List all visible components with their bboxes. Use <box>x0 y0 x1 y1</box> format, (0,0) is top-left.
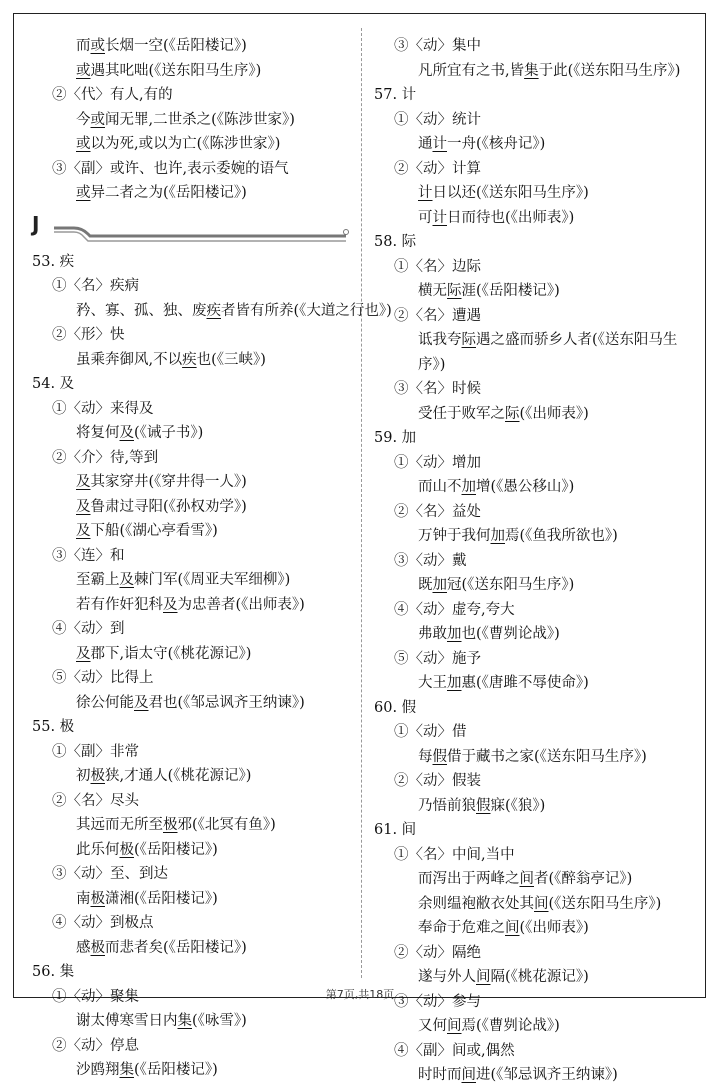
entry-heading: 56. 集 <box>32 964 75 980</box>
example-sentence: 将复何及(《诫子书》) <box>76 425 204 441</box>
example-sentence: 诋我夸际遇之盛而骄乡人者(《送东阳马生序》) <box>418 332 678 373</box>
sense-definition: ①〈动〉增加 <box>394 454 481 471</box>
entry-heading: 53. 疾 <box>32 253 75 270</box>
example-sentence: 又何间焉(《曹刿论战》) <box>418 1018 560 1034</box>
example-sentence: 虽乘奔御风,不以疾也(《三峡》) <box>76 351 266 368</box>
example-sentence: 感极而悲者矣(《岳阳楼记》) <box>76 939 247 956</box>
column-divider <box>361 28 362 978</box>
example-sentence: 今或闻无罪,二世杀之(《陈涉世家》) <box>76 111 295 128</box>
sense-definition: ①〈副〉非常 <box>52 743 139 760</box>
sense-definition: ②〈名〉遭遇 <box>394 307 481 324</box>
example-sentence: 可计日而待也(《出师表》) <box>418 209 575 226</box>
example-sentence: 谢太傅寒雪日内集(《咏雪》) <box>76 1013 247 1029</box>
underlined-keyword: 际 <box>505 405 520 422</box>
sense-definition: ②〈动〉计算 <box>394 160 481 177</box>
sense-definition: ②〈动〉隔绝 <box>394 944 481 961</box>
underlined-keyword: 集 <box>177 1013 192 1029</box>
underlined-keyword: 疾 <box>206 302 221 319</box>
example-sentence: 初极狭,才通人(《桃花源记》) <box>76 768 252 784</box>
underlined-keyword: 及 <box>76 523 91 539</box>
sense-definition: ②〈名〉益处 <box>394 503 481 520</box>
sense-definition: ①〈动〉借 <box>394 724 467 740</box>
underlined-keyword: 间 <box>447 1018 462 1034</box>
underlined-keyword: 计 <box>418 185 433 201</box>
example-sentence: 徐公何能及君也(《邹忌讽齐王纳谏》) <box>76 694 305 711</box>
example-sentence: 若有作奸犯科及为忠善者(《出师表》) <box>76 596 305 613</box>
underlined-keyword: 及 <box>134 694 149 711</box>
underlined-keyword: 假 <box>476 797 491 814</box>
sense-definition: ②〈动〉停息 <box>52 1037 139 1054</box>
sense-definition: ①〈动〉来得及 <box>52 400 154 417</box>
example-sentence: 或遇其叱咄(《送东阳马生序》) <box>76 62 262 79</box>
sense-definition: ③〈动〉戴 <box>394 552 467 569</box>
sense-definition: ①〈动〉聚集 <box>52 988 139 1005</box>
entry-heading: 58. 际 <box>374 234 417 250</box>
sense-definition: ⑤〈动〉比得上 <box>52 670 154 686</box>
section-letter: J <box>32 211 40 236</box>
sense-definition: ②〈动〉假装 <box>394 773 481 789</box>
example-sentence: 计日以还(《送东阳马生序》) <box>418 185 589 201</box>
entry-heading: 59. 加 <box>374 430 417 446</box>
sense-definition: ④〈副〉间或,偶然 <box>394 1042 515 1059</box>
example-sentence: 及其家穿井(《穿井得一人》) <box>76 474 247 490</box>
underlined-keyword: 极 <box>163 817 178 833</box>
underlined-keyword: 及 <box>76 645 91 662</box>
sense-definition: ⑤〈动〉施予 <box>394 650 481 667</box>
sense-definition: ④〈动〉到 <box>52 621 125 637</box>
example-sentence: 矜、寡、孤、独、废疾者皆有所养(《大道之行也》) <box>76 302 392 319</box>
underlined-keyword: 极 <box>90 939 105 956</box>
underlined-keyword: 极 <box>90 768 105 784</box>
underlined-keyword: 或 <box>90 111 105 128</box>
example-sentence: 至霸上及棘门军(《周亚夫军细柳》) <box>76 572 291 588</box>
underlined-keyword: 及 <box>163 596 178 613</box>
underlined-keyword: 加 <box>447 626 462 642</box>
sense-definition: ①〈名〉疾病 <box>52 278 139 294</box>
section-divider-graphic <box>30 210 352 244</box>
underlined-keyword: 加 <box>490 528 505 544</box>
underlined-keyword: 及 <box>76 498 91 515</box>
entry-heading: 60. 假 <box>374 699 417 716</box>
sense-definition: ②〈介〉待,等到 <box>52 449 159 466</box>
example-sentence: 既加冠(《送东阳马生序》) <box>418 577 575 593</box>
underlined-keyword: 际 <box>447 283 462 299</box>
sense-definition: ④〈动〉到极点 <box>52 915 154 931</box>
sense-definition: ②〈名〉尽头 <box>52 792 139 809</box>
section-letter-bar <box>30 210 350 244</box>
underlined-keyword: 间 <box>505 920 520 936</box>
underlined-keyword: 极 <box>90 890 105 907</box>
sense-definition: ②〈形〉快 <box>52 327 125 343</box>
sense-definition: ①〈名〉中间,当中 <box>394 846 515 863</box>
example-sentence: 其远而无所至极邪(《北冥有鱼》) <box>76 817 276 833</box>
page-footer: 第7页,共18页 <box>325 988 395 1001</box>
example-sentence: 万钟于我何加焉(《鱼我所欲也》) <box>418 528 618 544</box>
sense-definition: ①〈名〉边际 <box>394 258 481 275</box>
underlined-keyword: 集 <box>119 1062 134 1078</box>
example-sentence: 受任于败军之际(《出师表》) <box>418 405 589 422</box>
example-sentence: 或异二者之为(《岳阳楼记》) <box>76 185 247 201</box>
sense-definition: ③〈连〉和 <box>52 547 125 564</box>
underlined-keyword: 加 <box>461 479 476 495</box>
example-sentence: 此乐何极(《岳阳楼记》) <box>76 841 218 858</box>
example-sentence: 而泻出于两峰之间者(《醉翁亭记》) <box>418 871 633 887</box>
example-sentence: 及郡下,诣太守(《桃花源记》) <box>76 645 252 662</box>
underlined-keyword: 间 <box>519 871 534 887</box>
underlined-keyword: 或 <box>76 136 91 152</box>
sense-definition: ③〈副〉或许、也许,表示委婉的语气 <box>52 160 289 177</box>
sense-definition: ③〈动〉至、到达 <box>52 866 168 882</box>
underlined-keyword: 集 <box>524 62 539 79</box>
example-sentence: 或以为死,或以为亡(《陈涉世家》) <box>76 136 281 152</box>
entry-heading: 55. 极 <box>32 719 75 735</box>
underlined-keyword: 假 <box>432 748 447 765</box>
example-sentence: 时时而间进(《邹忌讽齐王纳谏》) <box>418 1067 618 1083</box>
example-sentence: 大王加惠(《唐雎不辱使命》) <box>418 675 589 691</box>
underlined-keyword: 及 <box>119 572 134 588</box>
sense-definition: ③〈动〉集中 <box>394 38 481 54</box>
underlined-keyword: 间 <box>534 895 549 912</box>
underlined-keyword: 及 <box>119 425 134 441</box>
example-sentence: 每假借于藏书之家(《送东阳马生序》) <box>418 748 647 765</box>
example-sentence: 及下船(《湖心亭看雪》) <box>76 523 218 539</box>
underlined-keyword: 或 <box>76 62 91 79</box>
underlined-keyword: 计 <box>432 209 447 226</box>
example-sentence: 余则缊袍敝衣处其间(《送东阳马生序》) <box>418 895 662 912</box>
example-sentence: 而山不加增(《愚公移山》) <box>418 479 575 495</box>
example-sentence: 横无际涯(《岳阳楼记》) <box>418 283 560 299</box>
underlined-keyword: 间 <box>461 1067 476 1083</box>
example-sentence: 及鲁肃过寻阳(《孙权劝学》) <box>76 498 247 515</box>
underlined-keyword: 加 <box>432 577 447 593</box>
entry-heading: 54. 及 <box>32 376 75 392</box>
example-sentence: 凡所宜有之书,皆集于此(《送东阳马生序》) <box>418 62 681 79</box>
underlined-keyword: 加 <box>447 675 462 691</box>
sense-definition: ③〈名〉时候 <box>394 381 481 397</box>
underlined-keyword: 极 <box>119 841 134 858</box>
example-sentence: 沙鸥翔集(《岳阳楼记》) <box>76 1062 218 1078</box>
example-sentence: 通计一舟(《核舟记》) <box>418 136 546 152</box>
example-sentence: 南极潇湘(《岳阳楼记》) <box>76 890 218 907</box>
underlined-keyword: 间 <box>476 969 491 985</box>
example-sentence: 而或长烟一空(《岳阳楼记》) <box>76 38 247 54</box>
example-sentence: 奉命于危难之间(《出师表》) <box>418 920 589 936</box>
sense-definition: ③〈动〉参与 <box>394 993 481 1010</box>
entry-heading: 57. 计 <box>374 87 417 103</box>
underlined-keyword: 际 <box>461 332 476 348</box>
example-sentence: 弗敢加也(《曹刿论战》) <box>418 626 560 642</box>
example-sentence: 乃悟前狼假寐(《狼》) <box>418 797 546 814</box>
sense-definition: ④〈动〉虚夸,夸大 <box>394 601 515 618</box>
underlined-keyword: 计 <box>432 136 447 152</box>
sense-definition: ②〈代〉有人,有的 <box>52 87 173 103</box>
underlined-keyword: 及 <box>76 474 91 490</box>
entry-heading: 61. 间 <box>374 822 417 838</box>
right-column <box>374 34 696 1088</box>
underlined-keyword: 或 <box>90 38 105 54</box>
example-sentence: 遂与外人间隔(《桃花源记》) <box>418 969 589 985</box>
underlined-keyword: 疾 <box>182 351 197 368</box>
underlined-keyword: 或 <box>76 185 91 201</box>
sense-definition: ①〈动〉统计 <box>394 111 481 128</box>
